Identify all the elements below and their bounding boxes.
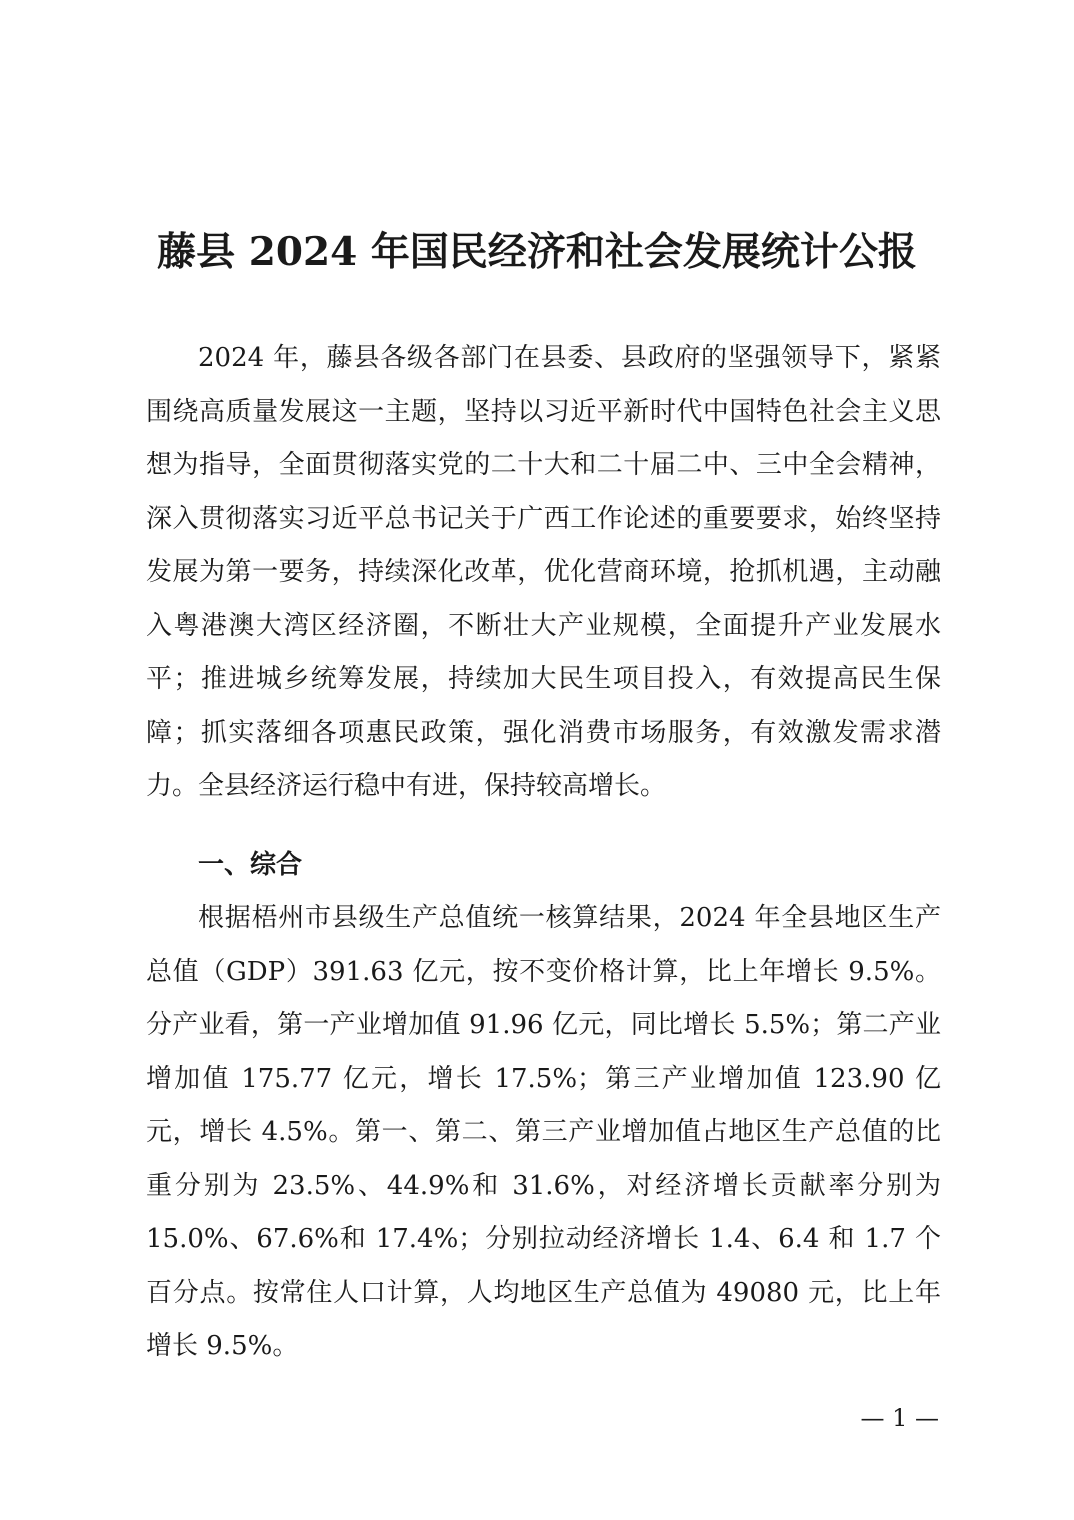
- intro-paragraph: 2024 年，藤县各级各部门在县委、县政府的坚强领导下，紧紧围绕高质量发展这一主题，坚持以习近平新时代中国特色社会主义思想为指导，全面贯彻落实党的二十大和二十届二中、三中全会精神，深入贯彻落实习近平总书记关于广西工作论述的重要要求，始终坚持发展为第一要务，持续深化改革，优化营商环境，抢抓机遇，主动融入粤港澳大湾区经济圈，不断壮大产业规模，全面提升产业发展水平；推进城乡统筹发展，持续加大民生项目投入，有效提高民生保障；抓实落细各项惠民政策，强化消费市场服务，有效激发需求潜力。全县经济运行稳中有进，保持较高增长。: [146, 343, 941, 801]
- overview-paragraph: 根据梧州市县级生产总值统一核算结果，2024 年全县地区生产总值（GDP）391.63 亿元，按不变价格计算，比上年增长 9.5%。分产业看，第一产业增加值 91.96 亿元，同比增长 5.5%；第二产业增加值 175.77 亿元，增长 17.5%；第三产业增加值 123.90 亿元，增长 4.5%。第一、第二、第三产业增加值占地区生产总值的比重分别为 23.5%、44.9%和 31.6%，对经济增长贡献率分别为 15.0%、67.6%和 17.4%；分别拉动经济增长 1.4、6.4 和 1.7 个百分点。按常住人口计算，人均地区生产总值为 49080 元，比上年增长 9.5%。: [146, 903, 941, 1361]
- page-number: — 1 —: [860, 1404, 939, 1432]
- section-heading-overview: 一、综合: [198, 850, 303, 880]
- document-title: 藤县 2024 年国民经济和社会发展统计公报: [157, 229, 917, 275]
